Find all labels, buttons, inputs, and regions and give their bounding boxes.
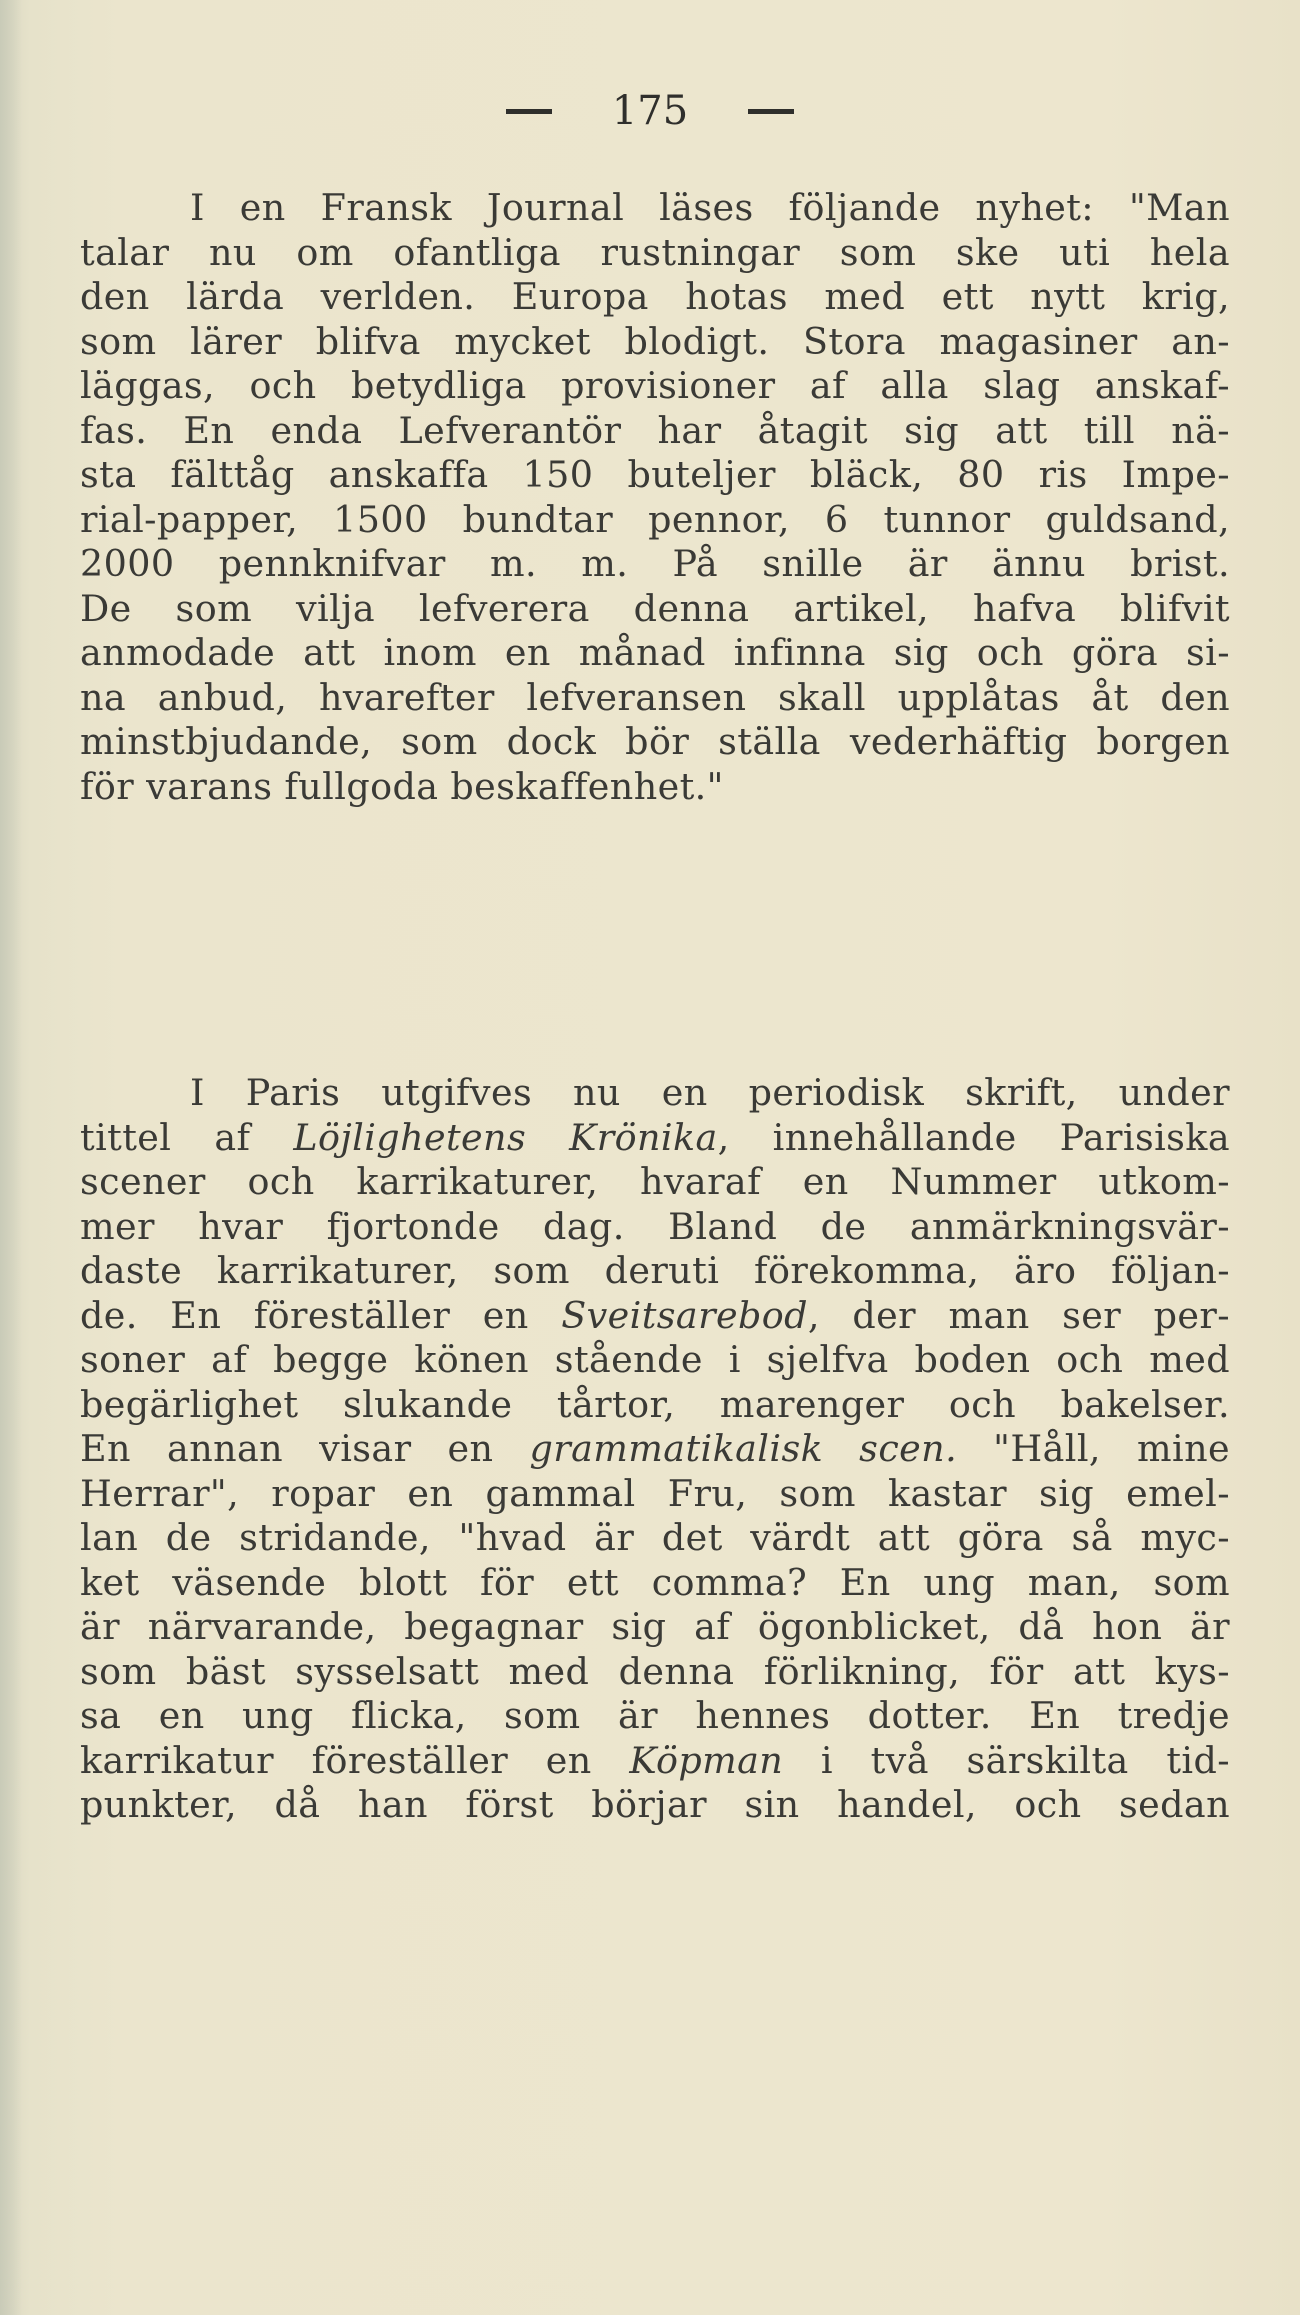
text-line: ket väsende blott för ett comma? En ung man, som (80, 1560, 1230, 1604)
text-line: talar nu om ofantliga rustningar som ske uti hela (80, 230, 1230, 274)
text-segment: karrikatur föreställer en (80, 1738, 630, 1782)
italic-term: Sveitsarebod (561, 1293, 808, 1337)
text-line: sa en ung flicka, som är hennes dotter. En tredje (80, 1694, 1230, 1737)
paragraph-fransk-journal (80, 186, 1230, 809)
text-segment: de. En föreställer en (80, 1293, 562, 1337)
italic-term: Köpman (629, 1738, 784, 1782)
text-line: anmodade att inom en månad infinna sig och göra si- (80, 631, 1230, 674)
text-line: punkter, då han först börjar sin handel, och sedan (80, 1783, 1230, 1826)
text-line: 2000 pennknifvar m. m. På snille är ännu brist. (80, 542, 1230, 585)
text-segment: , innehållande Parisiska (717, 1115, 1230, 1159)
text-line (80, 1739, 1230, 1784)
text-line: som bäst sysselsatt med denna förlikning, för att kys- (80, 1649, 1230, 1693)
text-line: sta fälttåg anskaffa 150 buteljer bläck, 80 ris Impe- (80, 453, 1230, 496)
text-line (80, 1427, 1230, 1472)
text-line: na anbud, hvarefter lefveransen skall upplåtas åt den (80, 675, 1230, 719)
text-segment: "Håll, mine (957, 1427, 1230, 1470)
text-line: De som vilja lefverera denna artikel, hafva blifvit (80, 586, 1230, 630)
text-line: daste karrikaturer, som deruti förekomma, äro följan- (80, 1249, 1230, 1292)
text-segment: i två särskilta tid- (783, 1738, 1230, 1782)
text-line (80, 1116, 1230, 1161)
text-line: fas. En enda Lefverantör har åtagit sig att till nä- (80, 408, 1230, 452)
text-line: I Paris utgifves nu en periodisk skrift, under (190, 1071, 1230, 1114)
periodical-title: Löjlighetens Krönika (293, 1115, 718, 1159)
text-segment: , der man ser per- (807, 1293, 1230, 1337)
text-line: lan de stridande, "hvad är det värdt att göra så myc- (80, 1516, 1230, 1559)
text-line: Herrar", ropar en gammal Fru, som kastar sig emel- (80, 1471, 1230, 1515)
text-segment: En annan visar en (80, 1427, 530, 1470)
italic-term: grammatikalisk scen. (529, 1427, 958, 1470)
text-line: den lärda verlden. Europa hotas med ett nytt krig, (80, 275, 1230, 318)
text-line: minstbjudande, som dock bör ställa vederhäftig borgen (80, 720, 1230, 763)
page-number: 175 (611, 88, 689, 134)
text-line: som lärer blifva mycket blodigt. Stora magasiner an- (80, 319, 1230, 363)
text-segment: tittel af (80, 1115, 294, 1159)
paragraph-paris-skrift (80, 1071, 1230, 1828)
text-line: scener och karrikaturer, hvaraf en Nummer utkom- (80, 1160, 1230, 1203)
text-line: mer hvar fjortonde dag. Bland de anmärkningsvär- (80, 1204, 1230, 1248)
text-line: I en Fransk Journal läses följande nyhet: "Man (190, 186, 1230, 229)
text-line: begärlighet slukande tårtor, marenger och bakelser. (80, 1382, 1230, 1426)
text-line: soner af begge könen stående i sjelfva boden och med (80, 1338, 1230, 1381)
page-header (0, 88, 1300, 134)
text-line (80, 1294, 1230, 1339)
header-dash-right (748, 109, 794, 114)
text-line: rial-papper, 1500 bundtar pennor, 6 tunnor guldsand, (80, 497, 1230, 541)
text-line: för varans fullgoda beskaffenhet." (80, 764, 724, 808)
header-dash-left (506, 109, 552, 114)
page-gutter-shadow (0, 0, 22, 2315)
text-line: läggas, och betydliga provisioner af alla slag anskaf- (80, 364, 1230, 407)
text-line: är närvarande, begagnar sig af ögonblicket, då hon är (80, 1605, 1230, 1648)
